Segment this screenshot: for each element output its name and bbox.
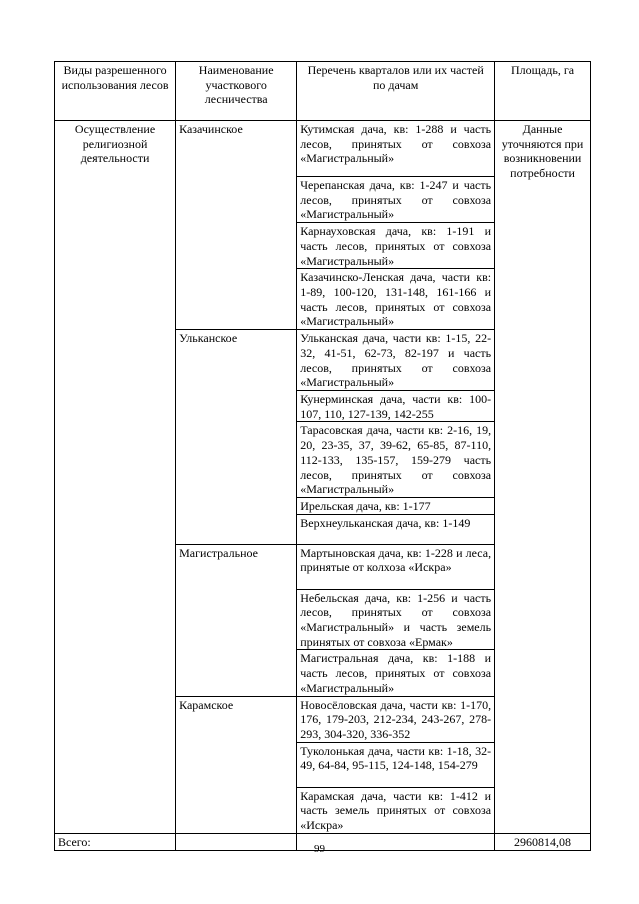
table-header-row [55, 62, 591, 121]
dacha-cell: Мартыновская дача, кв: 1-228 и леса, принятые от колхоза «Искра» [297, 544, 495, 589]
dacha-cell: Магистральная дача, кв: 1-188 и часть лесов, принятых от совхоза «Магистральный» [297, 650, 495, 696]
forestry-name: Ульканское [176, 330, 297, 544]
dacha-cell: Туколонькая дача, части кв: 1-18, 32-49, 64-84, 95-115, 124-148, 154-279 [297, 742, 495, 787]
dacha-cell: Кутимская дача, кв: 1-288 и часть лесов, принятых от совхоза «Магистральный» [297, 121, 495, 177]
dacha-cell: Новосёловская дача, части кв: 1-170, 176, 179-203, 212-234, 243-267, 278-293, 304-320, 336-352 [297, 696, 495, 742]
total-label: Всего: [55, 833, 176, 850]
page-number: 99 [314, 843, 325, 855]
table-row [55, 121, 591, 177]
area-cell: Данные уточняются при возникновении потребности [495, 121, 591, 834]
header-forestry: Наименование участкового лесничества [176, 62, 297, 121]
dacha-cell: Небельская дача, кв: 1-256 и часть лесов, принятых от совхоза «Магистральный» и часть земель принятых от совхоза «Ермак» [297, 589, 495, 650]
dacha-cell: Ирельская дача, кв: 1-177 [297, 497, 495, 514]
dacha-cell: Карнауховская дача, кв: 1-191 и часть лесов, принятых от совхоза «Магистральный» [297, 223, 495, 269]
total-value: 2960814,08 [495, 833, 591, 850]
forestry-name: Карамское [176, 696, 297, 833]
forestry-name: Магистральное [176, 544, 297, 696]
dacha-cell: Черепанская дача, кв: 1-247 и часть лесов, принятых от совхоза «Магистральный» [297, 177, 495, 223]
dacha-cell: Кунерминская дача, части кв: 100-107, 110, 127-139, 142-255 [297, 391, 495, 422]
dacha-cell: Ульканская дача, части кв: 1-15, 22-32, 41-51, 62-73, 82-197 и часть лесов, принятых от совхоза «Магистральный» [297, 330, 495, 391]
dacha-cell: Карамская дача, части кв: 1-412 и часть земель принятых от совхоза «Искра» [297, 787, 495, 833]
header-area: Площадь, га [495, 62, 591, 121]
dacha-cell: Тарасовская дача, части кв: 2-16, 19, 20, 23-35, 37, 39-62, 65-85, 87-110, 112-133, 135-157, 159-279 часть лесов, принятых от совхоза «Магистральный» [297, 422, 495, 498]
dacha-cell: Казачинско-Ленская дача, части кв: 1-89, 100-120, 131-148, 161-166 и часть лесов, принятых от совхоза «Магистральный» [297, 269, 495, 330]
forest-use-table [54, 61, 591, 851]
use-type-cell: Осуществление религиозной деятельности [55, 121, 176, 834]
header-quarters: Перечень кварталов или их частей по дачам [297, 62, 495, 121]
header-use-type: Виды разрешенного использования лесов [55, 62, 176, 121]
dacha-cell: Верхнеульканская дача, кв: 1-149 [297, 514, 495, 544]
forestry-name: Казачинское [176, 121, 297, 330]
